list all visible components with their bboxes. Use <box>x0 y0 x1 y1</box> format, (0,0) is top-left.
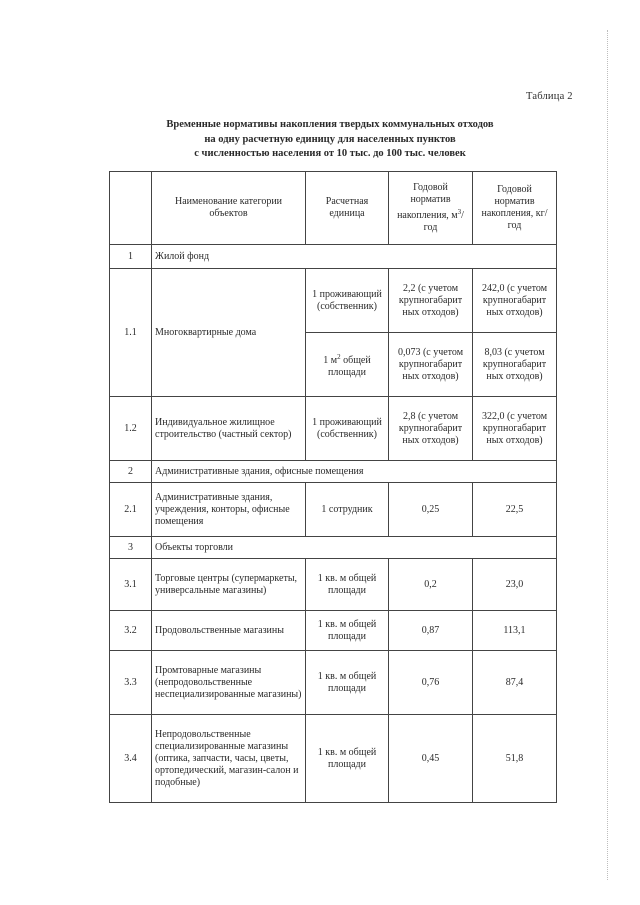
row-1-1-mass-a: 242,0 (с учетом крупногабарит ных отходов) <box>473 269 557 333</box>
row-1-1-volume-a: 2,2 (с учетом крупногабарит ных отходов) <box>389 269 473 333</box>
header-category: Наименование категории объектов <box>152 172 306 245</box>
row-3-1-name: Торговые центры (супермаркеты, универсальные магазины) <box>152 559 306 611</box>
section-3-num: 3 <box>110 537 152 559</box>
row-3-2-name: Продовольственные магазины <box>152 611 306 651</box>
title-line-1: Временные нормативы накопления твердых коммунальных отходов <box>166 119 494 130</box>
table-row-1-1a <box>110 269 557 333</box>
row-3-4-volume: 0,45 <box>389 715 473 803</box>
table-row-1-2 <box>110 397 557 461</box>
row-3-4-mass: 51,8 <box>473 715 557 803</box>
row-1-1-volume-b: 0,073 (с учетом крупногабарит ных отходов) <box>389 333 473 397</box>
row-3-2-volume: 0,87 <box>389 611 473 651</box>
row-1-1-unit-a: 1 проживающий (собственник) <box>306 269 389 333</box>
section-1-title: Жилой фонд <box>152 245 557 269</box>
row-2-1-mass: 22,5 <box>473 483 557 537</box>
scan-edge-line <box>607 30 609 880</box>
row-1-1-unit-b <box>306 333 389 397</box>
row-3-3-mass: 87,4 <box>473 651 557 715</box>
section-2-num: 2 <box>110 461 152 483</box>
table-row-2-1 <box>110 483 557 537</box>
row-2-1-unit: 1 сотрудник <box>306 483 389 537</box>
header-volume-sup: 3 <box>457 208 462 216</box>
table-row-3-3 <box>110 651 557 715</box>
row-1-2-volume: 2,8 (с учетом крупногабарит ных отходов) <box>389 397 473 461</box>
row-3-2-mass: 113,1 <box>473 611 557 651</box>
section-row-1 <box>110 245 557 269</box>
row-3-3-name: Промтоварные магазины (непродовольственные неспециализированные магазины) <box>152 651 306 715</box>
section-1-num: 1 <box>110 245 152 269</box>
table-row-3-4 <box>110 715 557 803</box>
title-line-3: с численностью населения от 10 тыс. до 100 тыс. человек <box>194 148 466 159</box>
row-1-1-unit-b-sup: 2 <box>337 352 341 361</box>
row-2-1-name: Административные здания, учреждения, конторы, офисные помещения <box>152 483 306 537</box>
row-3-2-num: 3.2 <box>110 611 152 651</box>
title-line-2: на одну расчетную единицу для населенных пунктов <box>204 133 456 145</box>
row-1-2-name: Индивидуальное жилищное строительство (частный сектор) <box>152 397 306 461</box>
row-3-4-name: Непродовольственные специализированные магазины (оптика, запчасти, часы, цветы, ортопедический, магазин-салон и подобные) <box>152 715 306 803</box>
row-1-1-num: 1.1 <box>110 269 152 397</box>
section-row-2 <box>110 461 557 483</box>
table-header-row <box>110 172 557 245</box>
header-volume <box>389 172 473 245</box>
row-1-1-name: Многоквартирные дома <box>152 269 306 397</box>
section-row-3 <box>110 537 557 559</box>
row-3-3-num: 3.3 <box>110 651 152 715</box>
header-num-cell <box>110 172 152 245</box>
table-row-3-2 <box>110 611 557 651</box>
row-3-3-unit: 1 кв. м общей площади <box>306 651 389 715</box>
row-2-1-num: 2.1 <box>110 483 152 537</box>
norms-table <box>109 171 557 803</box>
header-volume-text: Годовой норматив накопления, м <box>397 182 458 221</box>
table-label: Таблица 2 <box>526 91 573 102</box>
table-row-3-1 <box>110 559 557 611</box>
header-unit: Расчетная единица <box>306 172 389 245</box>
row-3-1-num: 3.1 <box>110 559 152 611</box>
row-3-1-volume: 0,2 <box>389 559 473 611</box>
row-3-4-num: 3.4 <box>110 715 152 803</box>
header-volume-tail: /год <box>423 210 464 233</box>
row-3-1-unit: 1 кв. м общей площади <box>306 559 389 611</box>
document-title <box>110 118 550 162</box>
row-1-1-mass-b: 8,03 (с учетом крупногабарит ных отходов) <box>473 333 557 397</box>
section-2-title: Административные здания, офисные помещения <box>152 461 557 483</box>
row-3-4-unit: 1 кв. м общей площади <box>306 715 389 803</box>
section-3-title: Объекты торговли <box>152 537 557 559</box>
row-3-2-unit: 1 кв. м общей площади <box>306 611 389 651</box>
row-1-2-num: 1.2 <box>110 397 152 461</box>
row-1-1-unit-b-suffix: общей площади <box>328 354 371 378</box>
row-3-1-mass: 23,0 <box>473 559 557 611</box>
row-1-2-mass: 322,0 (с учетом крупногабарит ных отходов) <box>473 397 557 461</box>
header-mass: Годовой норматив накопления, кг/год <box>473 172 557 245</box>
row-1-1-unit-b-prefix: 1 м <box>323 354 338 366</box>
row-3-3-volume: 0,76 <box>389 651 473 715</box>
row-2-1-volume: 0,25 <box>389 483 473 537</box>
row-1-2-unit: 1 проживающий (собственник) <box>306 397 389 461</box>
